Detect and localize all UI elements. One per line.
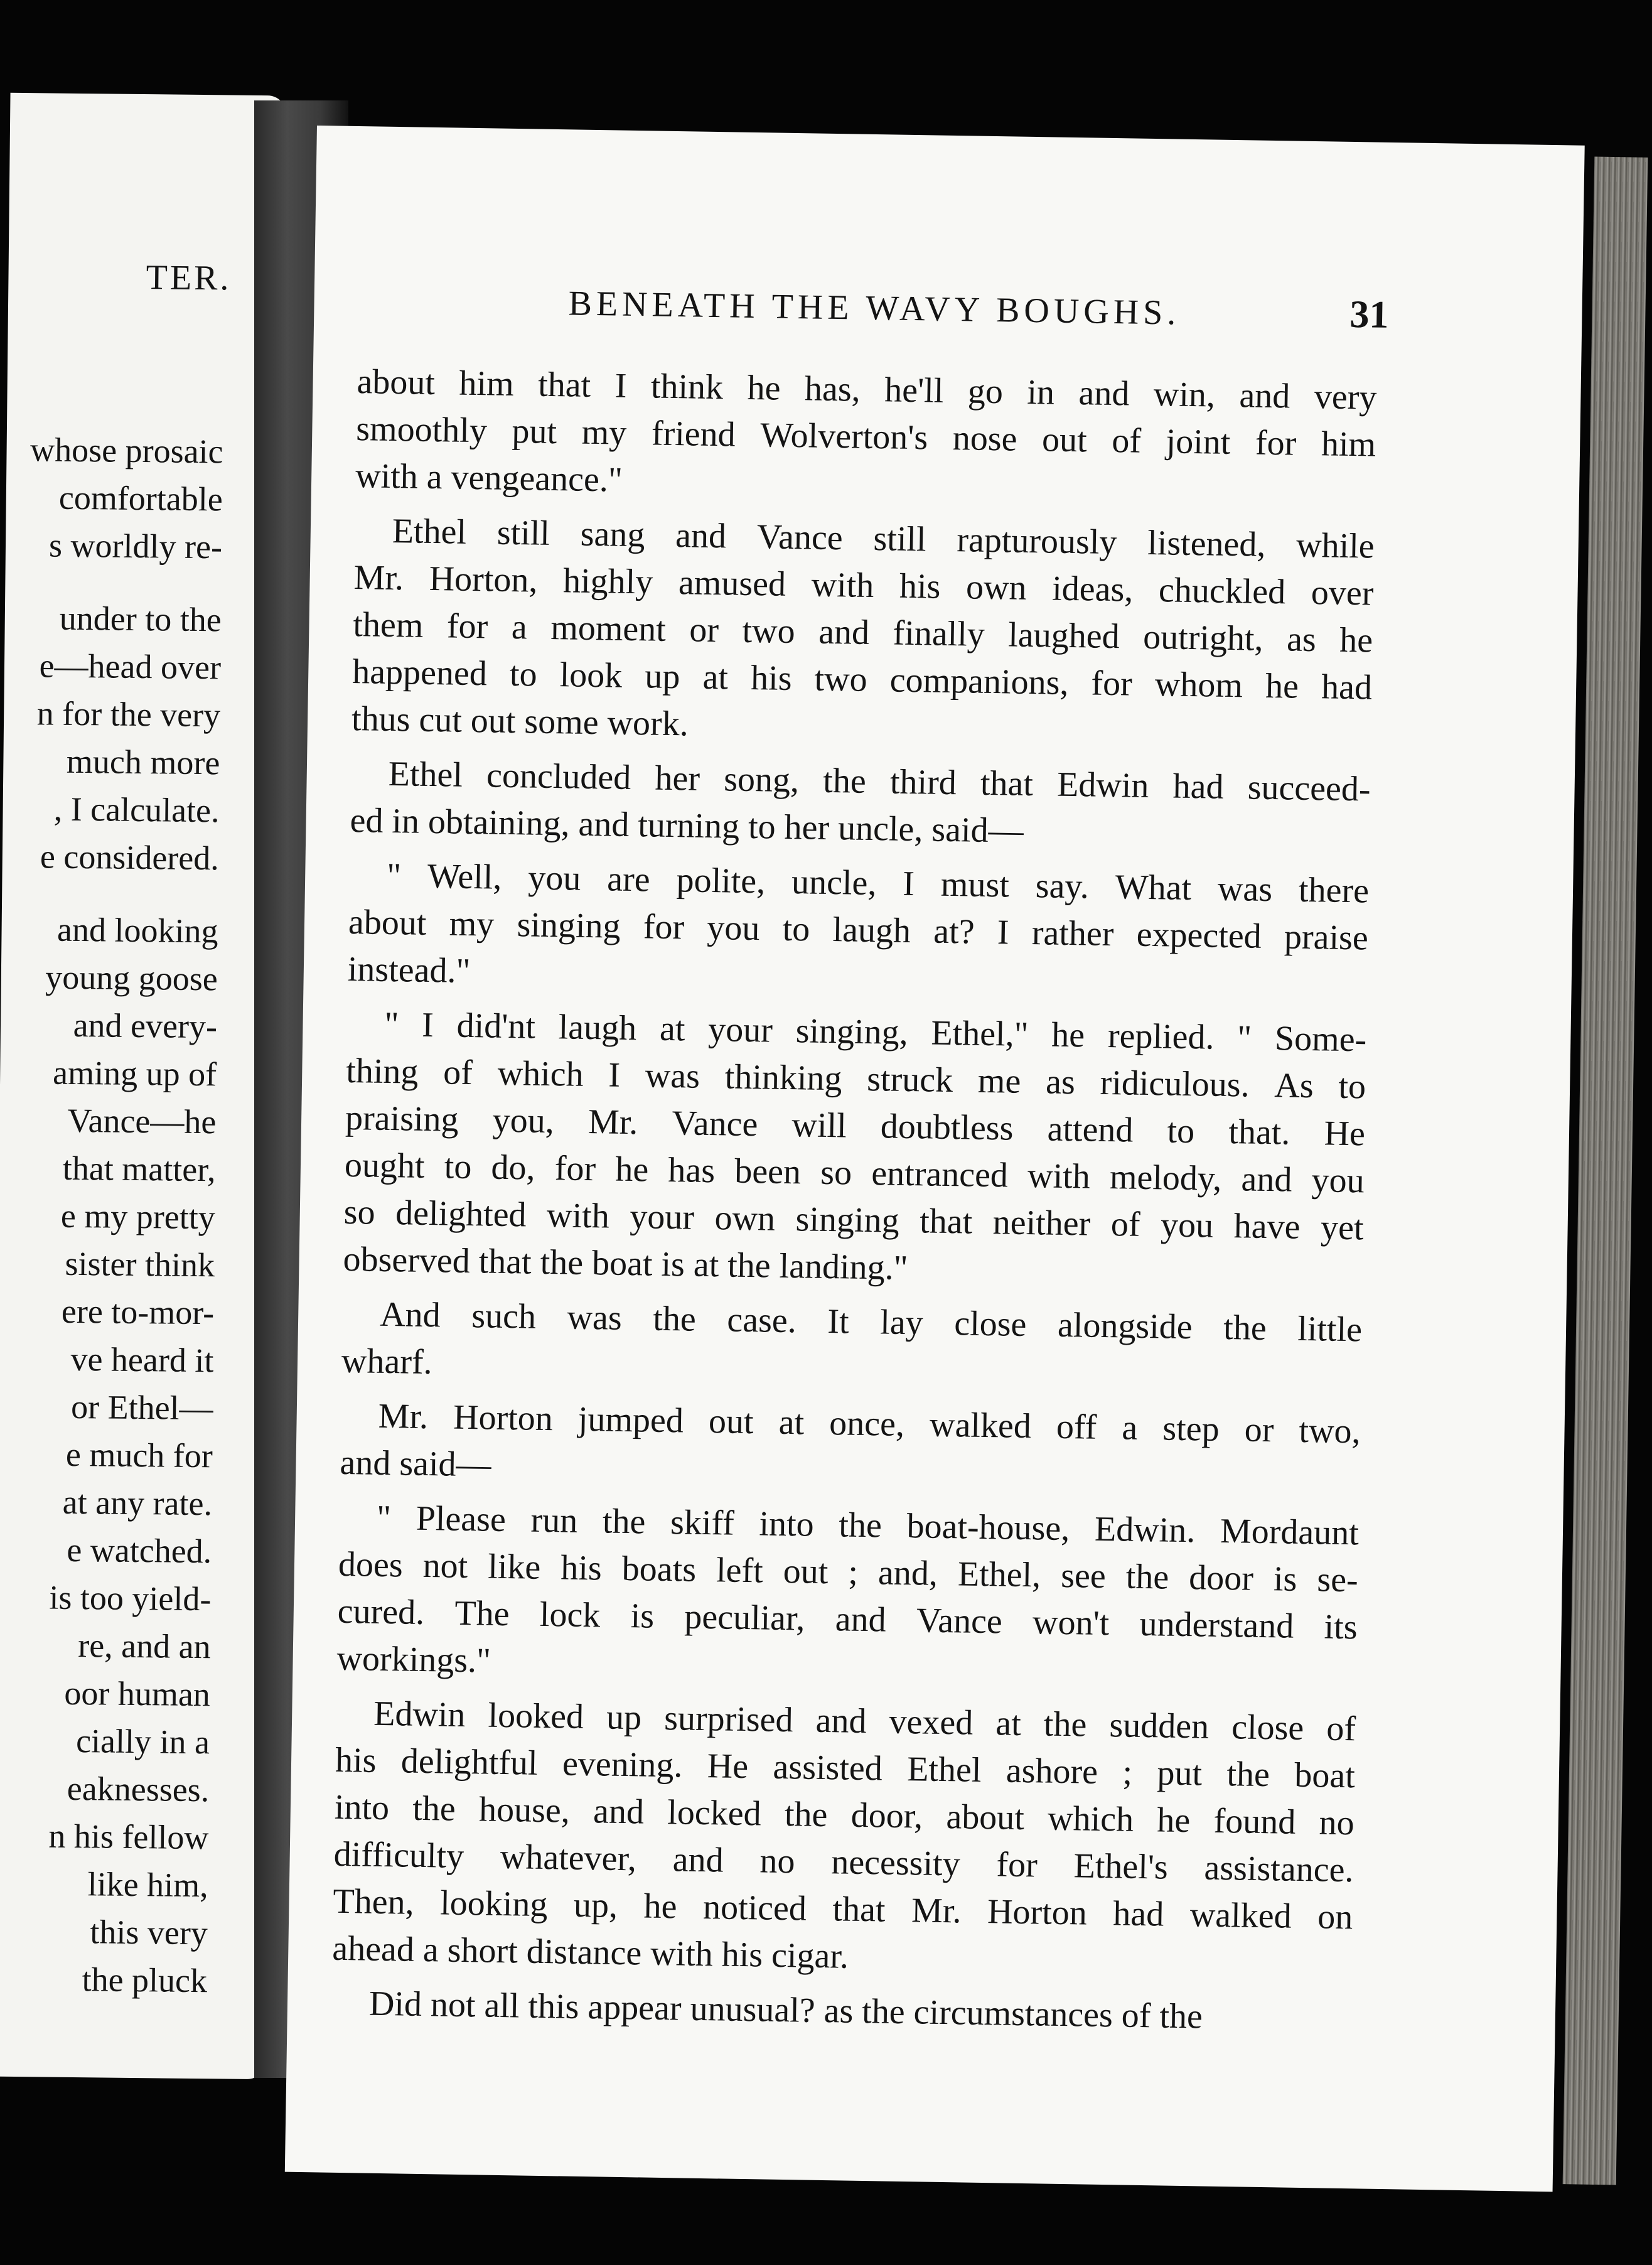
text-line: cured. The lock is peculiar, and Vance won't understand its [337,1591,1358,1647]
text-line: observed that the boat is at the landing." [343,1239,908,1288]
text-line: instead." [347,949,471,991]
text-line: Ethel still sang and Vance still rapturously listened, while [392,511,1375,566]
text-line: difficulty whatever, and no necessity for Ethel's assistance. [333,1834,1354,1890]
text-line: into the house, and locked the door, about which he found no [334,1787,1355,1843]
text-line: his delightful evening. He assisted Ethel ashore ; put the boat [335,1740,1356,1796]
left-line: Vance—he [67,1101,217,1141]
left-line: this very [90,1913,208,1952]
text-line: does not like his boats left out ; and, Ethel, see the door is se- [338,1544,1359,1600]
text-line: happened to look up at his two companions, for whom he had [351,652,1373,707]
left-line: re, and an [77,1627,211,1666]
left-line: e watched. [67,1531,212,1571]
paragraph [343,1001,1367,1299]
text-line: Mr. Horton, highly amused with his own ideas, chuckled over [353,558,1374,613]
left-line: and looking [56,910,218,950]
left-line: whose prosaic [30,431,223,471]
right-page [285,126,1585,2192]
text-line: Did not all this appear unusual? as the circumstances of the [368,1984,1203,2036]
paragraph [351,507,1375,758]
left-line: n his fellow [48,1817,209,1857]
left-line: the pluck [82,1961,208,2000]
left-line: s worldly re- [48,526,223,566]
paragraph [332,1690,1356,1988]
left-line: e considered. [40,837,220,878]
left-line: cially in a [75,1722,210,1762]
text-line: thing of which I was thinking struck me as ridiculous. As to [345,1051,1366,1107]
left-line: ve heard it [70,1340,214,1380]
paragraph [347,852,1369,1009]
text-line: wharf. [341,1341,433,1382]
text-line: them for a moment or two and finally laughed outright, as he [353,605,1373,660]
paragraph [340,1392,1361,1503]
left-line: sister think [65,1244,215,1284]
paragraph [336,1494,1360,1698]
left-line: aming up of [52,1053,217,1094]
paragraph [350,750,1371,861]
paragraph [341,1291,1362,1401]
left-line: eaknesses. [67,1769,210,1809]
page-number: 31 [1349,293,1390,336]
text-line: about my singing for you to laugh at? I rather expected praise [348,902,1369,958]
text-line: and said— [340,1443,492,1485]
left-page-text [14,426,223,2004]
left-line: n for the very [36,694,221,734]
left-line: oor human [64,1674,211,1714]
text-line: praising you, Mr. Vance will doubtless attend to that. He [345,1098,1366,1154]
left-line: e much for [65,1435,213,1475]
left-line: young goose [45,958,218,998]
text-line: " I did'nt laugh at your singing, Ethel," he replied. " Some- [384,1004,1367,1060]
text-line: Ethel concluded her song, the third that Edwin had succeed- [388,754,1371,809]
text-line: smoothly put my friend Wolverton's nose out of joint for him [355,409,1376,465]
body-text [331,358,1377,2043]
text-line: about him that I think he has, he'll go in and win, and very [357,362,1377,417]
text-line: " Well, you are polite, uncle, I must say. What was there [386,856,1370,911]
left-line: e my pretty [60,1197,216,1237]
left-line: comfortable [58,478,223,519]
running-head: BENEATH THE WAVY BOUGHS. [568,284,1181,333]
left-line-gap [26,880,219,907]
left-page [0,93,287,2079]
text-line: " Please run the skiff into the boat-house, Edwin. Mordaunt [376,1498,1360,1553]
left-line: is too yield- [49,1578,212,1618]
text-line: so delighted with your own singing that neither of you have yet [343,1192,1365,1248]
text-line: ought to do, for he has been so entranced with melody, and you [344,1145,1365,1201]
left-line: , I calculate. [53,790,220,830]
text-line: with a vengeance." [355,456,623,500]
text-line: And such was the case. It lay close alongside the little [379,1294,1363,1350]
text-line: ahead a short distance with his cigar. [331,1929,849,1976]
left-line: that matter, [62,1149,216,1189]
text-line: ed in obtaining, and turning to her uncle, said— [350,800,1024,851]
text-line: Edwin looked up surprised and vexed at the sudden close of [373,1694,1356,1749]
left-line: like him, [87,1865,208,1905]
left-line: and every- [73,1006,218,1046]
left-page-header: TER. [146,258,232,298]
paragraph [355,358,1377,515]
left-line: or Ethel— [70,1387,213,1428]
left-line: at any rate. [62,1483,213,1523]
text-line: workings." [336,1638,491,1681]
text-line: Then, looking up, he noticed that Mr. Horton had walked on [333,1881,1353,1937]
left-line: under to the [59,599,222,639]
text-line: thus cut out some work. [351,699,689,744]
left-line: much more [66,742,220,782]
left-line: ere to-mor- [61,1292,215,1332]
text-line: Mr. Horton jumped out at once, walked off a step or two, [378,1396,1361,1451]
left-line: e—head over [39,647,222,687]
left-line-gap [29,569,222,596]
